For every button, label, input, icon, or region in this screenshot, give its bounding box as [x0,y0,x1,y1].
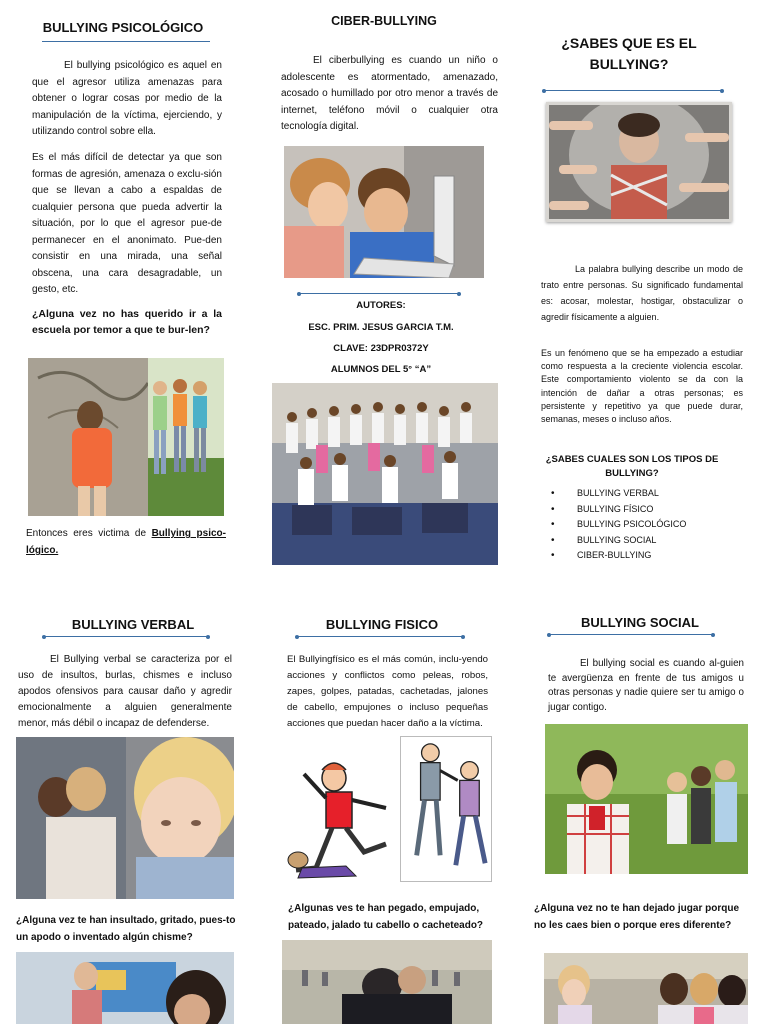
alumnos-label: ALUMNOS DEL 5° “A” [330,364,432,375]
photo-girl-excluded [28,358,224,516]
title-psicologico: BULLYING PSICOLÓGICO [42,20,204,35]
que-es-rule [544,90,722,91]
type-item: • BULLYING VERBAL [549,486,729,502]
types-list [549,486,729,564]
fisico-paragraph: El Bullyingfísico es el más común, inclu-yendo acciones y conflictos como peleas, robos, zapes, golpes, patadas, cachetadas, jalones de cabello, empujones o incluso pequeñas acciones que puedan hacer daño a la víctima. [287,654,488,729]
answer-prefix: Entonces eres victima de [26,528,152,539]
photo-kids-laptop [284,146,484,278]
title-ciberbullying: CIBER-BULLYING [331,14,437,28]
type-item: • BULLYING PSICOLÓGICO [549,517,729,533]
verbal-rule [44,636,208,637]
panel-verbal [30,617,236,632]
title-verbal: BULLYING VERBAL [71,617,195,632]
illustration-kid-kicking [286,748,396,888]
panel-social [540,615,740,630]
type-item: • CIBER-BULLYING [549,548,729,564]
fisico-rule [297,636,463,637]
title-que-es: ¿SABES QUE ES EL BULLYING? [561,35,697,72]
illustration-kids-pushing [400,736,492,882]
answer-link: Bullying psico-lógico. [26,528,226,556]
panel-ciberbullying [283,14,485,28]
photo-boy-excluded [545,724,748,874]
psicologico-paragraph-2: Es el más difícil de detectar ya que son formas de agresión, amenaza o exclu-sión que se llevan a cabo a espaldas de cualquier persona que pueda advertir la situación, por lo que el agresor pue-de permanecer en el anonimato. Pue-den consistir en una mirada, una señal obscena, una cara desagradable, un gesto, etc. [32,152,222,295]
que-es-paragraph-1: La palabra bullying describe un modo de trato entre personas. Su significado fundamental es: acosar, molestar, hostigar, obstaculizar o agredir físicamente a alguien. [541,264,743,322]
photo-classroom [16,952,234,1024]
photo-bullied-boy [546,102,732,222]
type-item: • BULLYING FÍSICO [549,502,729,518]
title-fisico: BULLYING FISICO [325,617,439,632]
photo-fight [282,940,492,1024]
photo-girls-gossip [544,953,748,1024]
social-rule [549,634,713,635]
authors-label: AUTORES: [356,300,406,311]
school-clave: CLAVE: 23DPR0372Y [333,343,429,354]
psicologico-question: ¿Alguna vez no has querido ir a la escuela por temor a que te bur-len? [32,308,222,336]
title-social: BULLYING SOCIAL [581,615,699,630]
school-name: ESC. PRIM. JESUS GARCIA T.M. [308,322,454,333]
verbal-question: ¿Alguna vez te han insultado, gritado, pues-to un apodo o inventado algún chisme? [16,915,236,943]
type-item: • BULLYING SOCIAL [549,533,729,549]
title-rule [42,41,210,42]
psicologico-answer [26,525,226,559]
social-paragraph: El bullying social es cuando al-guien te avergüenza en frente de tus amigos u otras personas y nadie quiere ser tu amigo o jugar contigo. [548,658,744,713]
panel-psicologico [22,20,228,42]
psicologico-paragraph-1: El bullying psicológico es aquel en que el agresor utiliza amenazas para obtener o lograr cosas por medio de la manipulación de la víctima, ejerciendo, y utilizando control sobre ella. [32,60,222,137]
que-es-paragraph-2: Es un fenómeno que se ha empezado a estudiar como respuesta a la creciente violencia escolar. Este comportamiento violento se da con la intención de dañar a otras personas; es persistente y repetitivo ya que puede durar, semanas, meses o incluso años. [541,348,743,425]
photo-class-group [272,383,498,565]
verbal-paragraph: El Bullying verbal se caracteriza por el uso de insultos, burlas, chismes e incluso apodos ofensivos para causar daño y agredir emocionalmente a alguien generalmente menor, más débil o incapaz de defenderse. [18,654,232,729]
photo-sad-girl [16,737,234,899]
fisico-question: ¿Algunas ves te han pegado, empujado, pateado, jalado tu cabello o cacheteado? [288,903,484,931]
authors-rule [299,293,459,294]
panel-que-es [540,33,718,75]
ciber-paragraph: El ciberbullying es cuando un niño o adolescente es atormentado, amenazado, acosado o humillado por otro menor a través de internet, teléfono móvil o cualquier otra tecnología digital. [281,55,498,132]
panel-fisico [282,617,482,632]
social-question: ¿Alguna vez no te han dejado jugar porque no les caes bien o porque eres diferente? [534,903,740,931]
types-title: ¿SABES CUALES SON LOS TIPOS DE BULLYING? [545,454,719,479]
